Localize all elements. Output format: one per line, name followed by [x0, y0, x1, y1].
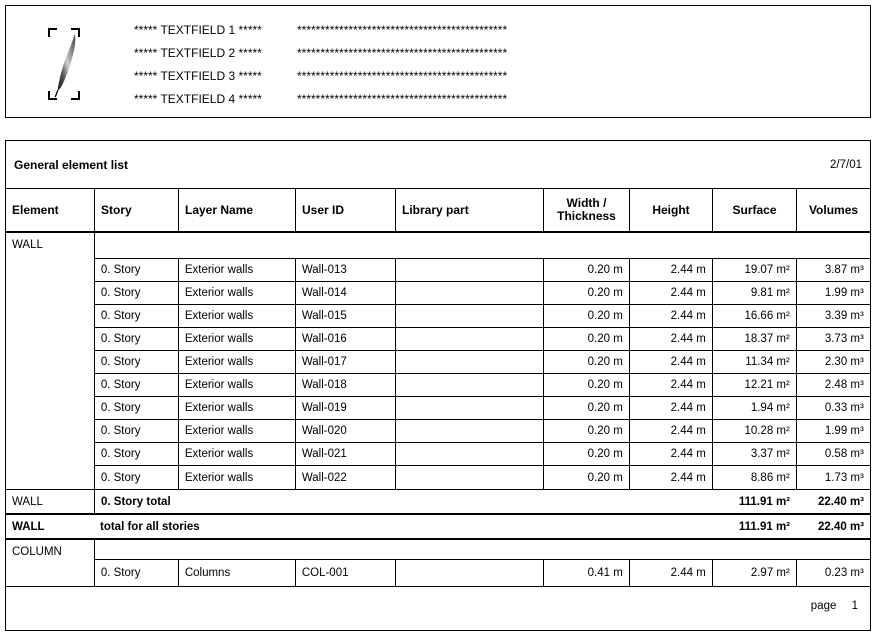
header-field-row — [6, 23, 870, 37]
library-part-cell — [395, 259, 543, 281]
width-header-line2: Thickness — [557, 209, 616, 223]
column-header-surface: Surface — [712, 189, 796, 231]
library-part-cell — [395, 351, 543, 373]
surface-cell: 11.34 m² — [712, 351, 796, 373]
surface-cell: 1.94 m² — [712, 397, 796, 419]
story-cell: 0. Story — [100, 425, 141, 437]
header-field-row — [6, 46, 870, 60]
volume-cell: 1.99 m³ — [796, 282, 870, 304]
feather-icon — [49, 29, 79, 99]
layer-cell: Exterior walls — [178, 351, 295, 373]
column-header-layer: Layer Name — [178, 189, 295, 231]
column-header-story: Story — [94, 189, 178, 231]
user-id-cell: Wall-014 — [295, 282, 395, 304]
element-type-label: WALL — [12, 520, 45, 533]
surface-cell: 18.37 m² — [712, 328, 796, 350]
surface-cell: 16.66 m² — [712, 305, 796, 327]
textfield-label: ***** TEXTFIELD 4 ***** — [134, 92, 262, 106]
user-id-cell: Wall-020 — [295, 420, 395, 442]
width-cell: 0.20 m — [543, 374, 629, 396]
table-row — [95, 560, 870, 586]
table-row — [95, 420, 870, 443]
layer-cell: Exterior walls — [178, 466, 295, 489]
height-cell: 2.44 m — [629, 282, 712, 304]
height-cell: 2.44 m — [629, 466, 712, 489]
wall-section-body — [94, 233, 870, 489]
volume-cell: 0.23 m³ — [796, 560, 870, 586]
table-footer — [6, 587, 870, 630]
surface-total: 111.91 m² — [738, 520, 790, 533]
volume-cell: 2.48 m³ — [796, 374, 870, 396]
height-cell: 2.44 m — [629, 328, 712, 350]
volume-total: 22.40 m³ — [817, 520, 864, 533]
table-row — [95, 259, 870, 282]
height-cell: 2.44 m — [629, 397, 712, 419]
column-header-width-thickness — [543, 189, 629, 231]
story-cell: 0. Story — [100, 310, 141, 322]
story-cell: 0. Story — [100, 356, 141, 368]
width-cell: 0.20 m — [543, 420, 629, 442]
surface-cell: 9.81 m² — [712, 282, 796, 304]
group-spacer-row — [95, 540, 870, 560]
library-part-cell — [395, 282, 543, 304]
layer-cell: Exterior walls — [178, 305, 295, 327]
column-header-volumes: Volumes — [796, 189, 870, 231]
story-cell: 0. Story — [100, 567, 141, 579]
library-part-cell — [395, 374, 543, 396]
library-part-cell — [395, 560, 543, 586]
table-row — [95, 305, 870, 328]
column-rows — [95, 560, 870, 586]
surface-cell: 3.37 m² — [712, 443, 796, 465]
page-label: page — [810, 600, 837, 612]
surface-cell: 19.07 m² — [712, 259, 796, 281]
table-title-row — [6, 141, 870, 189]
table-row — [95, 397, 870, 420]
wall-rows — [95, 259, 870, 489]
user-id-cell: Wall-022 — [295, 466, 395, 489]
width-cell: 0.41 m — [543, 560, 629, 586]
user-id-cell: Wall-019 — [295, 397, 395, 419]
layer-cell: Exterior walls — [178, 397, 295, 419]
wall-grand-total-row — [6, 515, 870, 540]
element-type-label: WALL — [12, 495, 43, 508]
grand-total-label: total for all stories — [100, 520, 200, 533]
quill-logo — [48, 28, 80, 100]
volume-cell: 3.87 m³ — [796, 259, 870, 281]
width-cell: 0.20 m — [543, 466, 629, 489]
story-cell: 0. Story — [100, 287, 141, 299]
library-part-cell — [395, 305, 543, 327]
report-date: 2/7/01 — [830, 158, 862, 171]
story-cell: 0. Story — [100, 471, 141, 484]
layer-cell: Exterior walls — [178, 443, 295, 465]
column-header-user-id: User ID — [295, 189, 395, 231]
element-list-table — [5, 140, 871, 631]
layer-cell: Exterior walls — [178, 420, 295, 442]
wall-story-total-row — [6, 490, 870, 515]
volume-cell: 3.39 m³ — [796, 305, 870, 327]
width-header-line1: Width / — [566, 196, 607, 210]
story-cell: 0. Story — [100, 333, 141, 345]
volume-cell: 0.33 m³ — [796, 397, 870, 419]
height-cell: 2.44 m — [629, 259, 712, 281]
table-row — [95, 328, 870, 351]
page-title: General element list — [14, 157, 129, 172]
height-cell: 2.44 m — [629, 351, 712, 373]
user-id-cell: Wall-021 — [295, 443, 395, 465]
layer-cell: Exterior walls — [178, 328, 295, 350]
wall-section — [6, 233, 870, 490]
table-row — [95, 351, 870, 374]
table-row — [95, 466, 870, 489]
story-cell: 0. Story — [100, 379, 141, 391]
textfield-value: ********************************************* — [297, 46, 508, 60]
user-id-cell: Wall-013 — [295, 259, 395, 281]
library-part-cell — [395, 466, 543, 489]
table-header-row — [6, 189, 870, 233]
layer-cell: Exterior walls — [178, 374, 295, 396]
surface-total: 111.91 m² — [738, 495, 790, 508]
user-id-cell: Wall-017 — [295, 351, 395, 373]
user-id-cell: Wall-016 — [295, 328, 395, 350]
story-total-label: 0. Story total — [94, 490, 712, 513]
textfield-label: ***** TEXTFIELD 3 ***** — [134, 69, 262, 83]
header-field-row — [6, 92, 870, 106]
column-header-height: Height — [629, 189, 712, 231]
textfield-value: ********************************************* — [297, 69, 508, 83]
column-header-element: Element — [12, 203, 59, 217]
volume-cell: 1.73 m³ — [796, 466, 870, 489]
height-cell: 2.44 m — [629, 443, 712, 465]
user-id-cell: Wall-018 — [295, 374, 395, 396]
page-number — [811, 600, 858, 612]
width-cell: 0.20 m — [543, 259, 629, 281]
height-cell: 2.44 m — [629, 374, 712, 396]
surface-cell: 2.97 m² — [712, 560, 796, 586]
column-section-body — [94, 540, 870, 586]
story-cell: 0. Story — [100, 264, 141, 276]
story-cell: 0. Story — [100, 448, 141, 460]
volume-cell: 1.99 m³ — [796, 420, 870, 442]
volume-total: 22.40 m³ — [817, 495, 864, 508]
layer-cell: Exterior walls — [178, 282, 295, 304]
column-section — [6, 540, 870, 587]
textfield-label: ***** TEXTFIELD 1 ***** — [134, 23, 262, 37]
height-cell: 2.44 m — [629, 560, 712, 586]
library-part-cell — [395, 328, 543, 350]
textfield-label: ***** TEXTFIELD 2 ***** — [134, 46, 262, 60]
width-cell: 0.20 m — [543, 443, 629, 465]
volume-cell: 2.30 m³ — [796, 351, 870, 373]
width-cell: 0.20 m — [543, 328, 629, 350]
element-type-label: WALL — [12, 239, 43, 251]
width-cell: 0.20 m — [543, 351, 629, 373]
width-cell: 0.20 m — [543, 282, 629, 304]
surface-cell: 12.21 m² — [712, 374, 796, 396]
header-field-row — [6, 69, 870, 83]
user-id-cell: COL-001 — [295, 560, 395, 586]
story-cell: 0. Story — [100, 402, 141, 414]
volume-cell: 3.73 m³ — [796, 328, 870, 350]
page-number-value: 1 — [851, 600, 858, 612]
library-part-cell — [395, 420, 543, 442]
surface-cell: 8.86 m² — [712, 466, 796, 489]
textfield-value: ********************************************* — [297, 23, 508, 37]
textfield-value: ********************************************* — [297, 92, 508, 106]
table-row — [95, 443, 870, 466]
surface-cell: 10.28 m² — [712, 420, 796, 442]
width-cell: 0.20 m — [543, 397, 629, 419]
user-id-cell: Wall-015 — [295, 305, 395, 327]
layer-cell: Exterior walls — [178, 259, 295, 281]
table-row — [95, 282, 870, 305]
library-part-cell — [395, 397, 543, 419]
group-spacer-row — [95, 233, 870, 259]
table-row — [95, 374, 870, 397]
column-header-library-part: Library part — [395, 189, 543, 231]
height-cell: 2.44 m — [629, 305, 712, 327]
volume-cell: 0.58 m³ — [796, 443, 870, 465]
width-cell: 0.20 m — [543, 305, 629, 327]
library-part-cell — [395, 443, 543, 465]
element-type-label: COLUMN — [12, 546, 62, 558]
report-header-box — [5, 5, 871, 118]
height-cell: 2.44 m — [629, 420, 712, 442]
layer-cell: Columns — [178, 560, 295, 586]
